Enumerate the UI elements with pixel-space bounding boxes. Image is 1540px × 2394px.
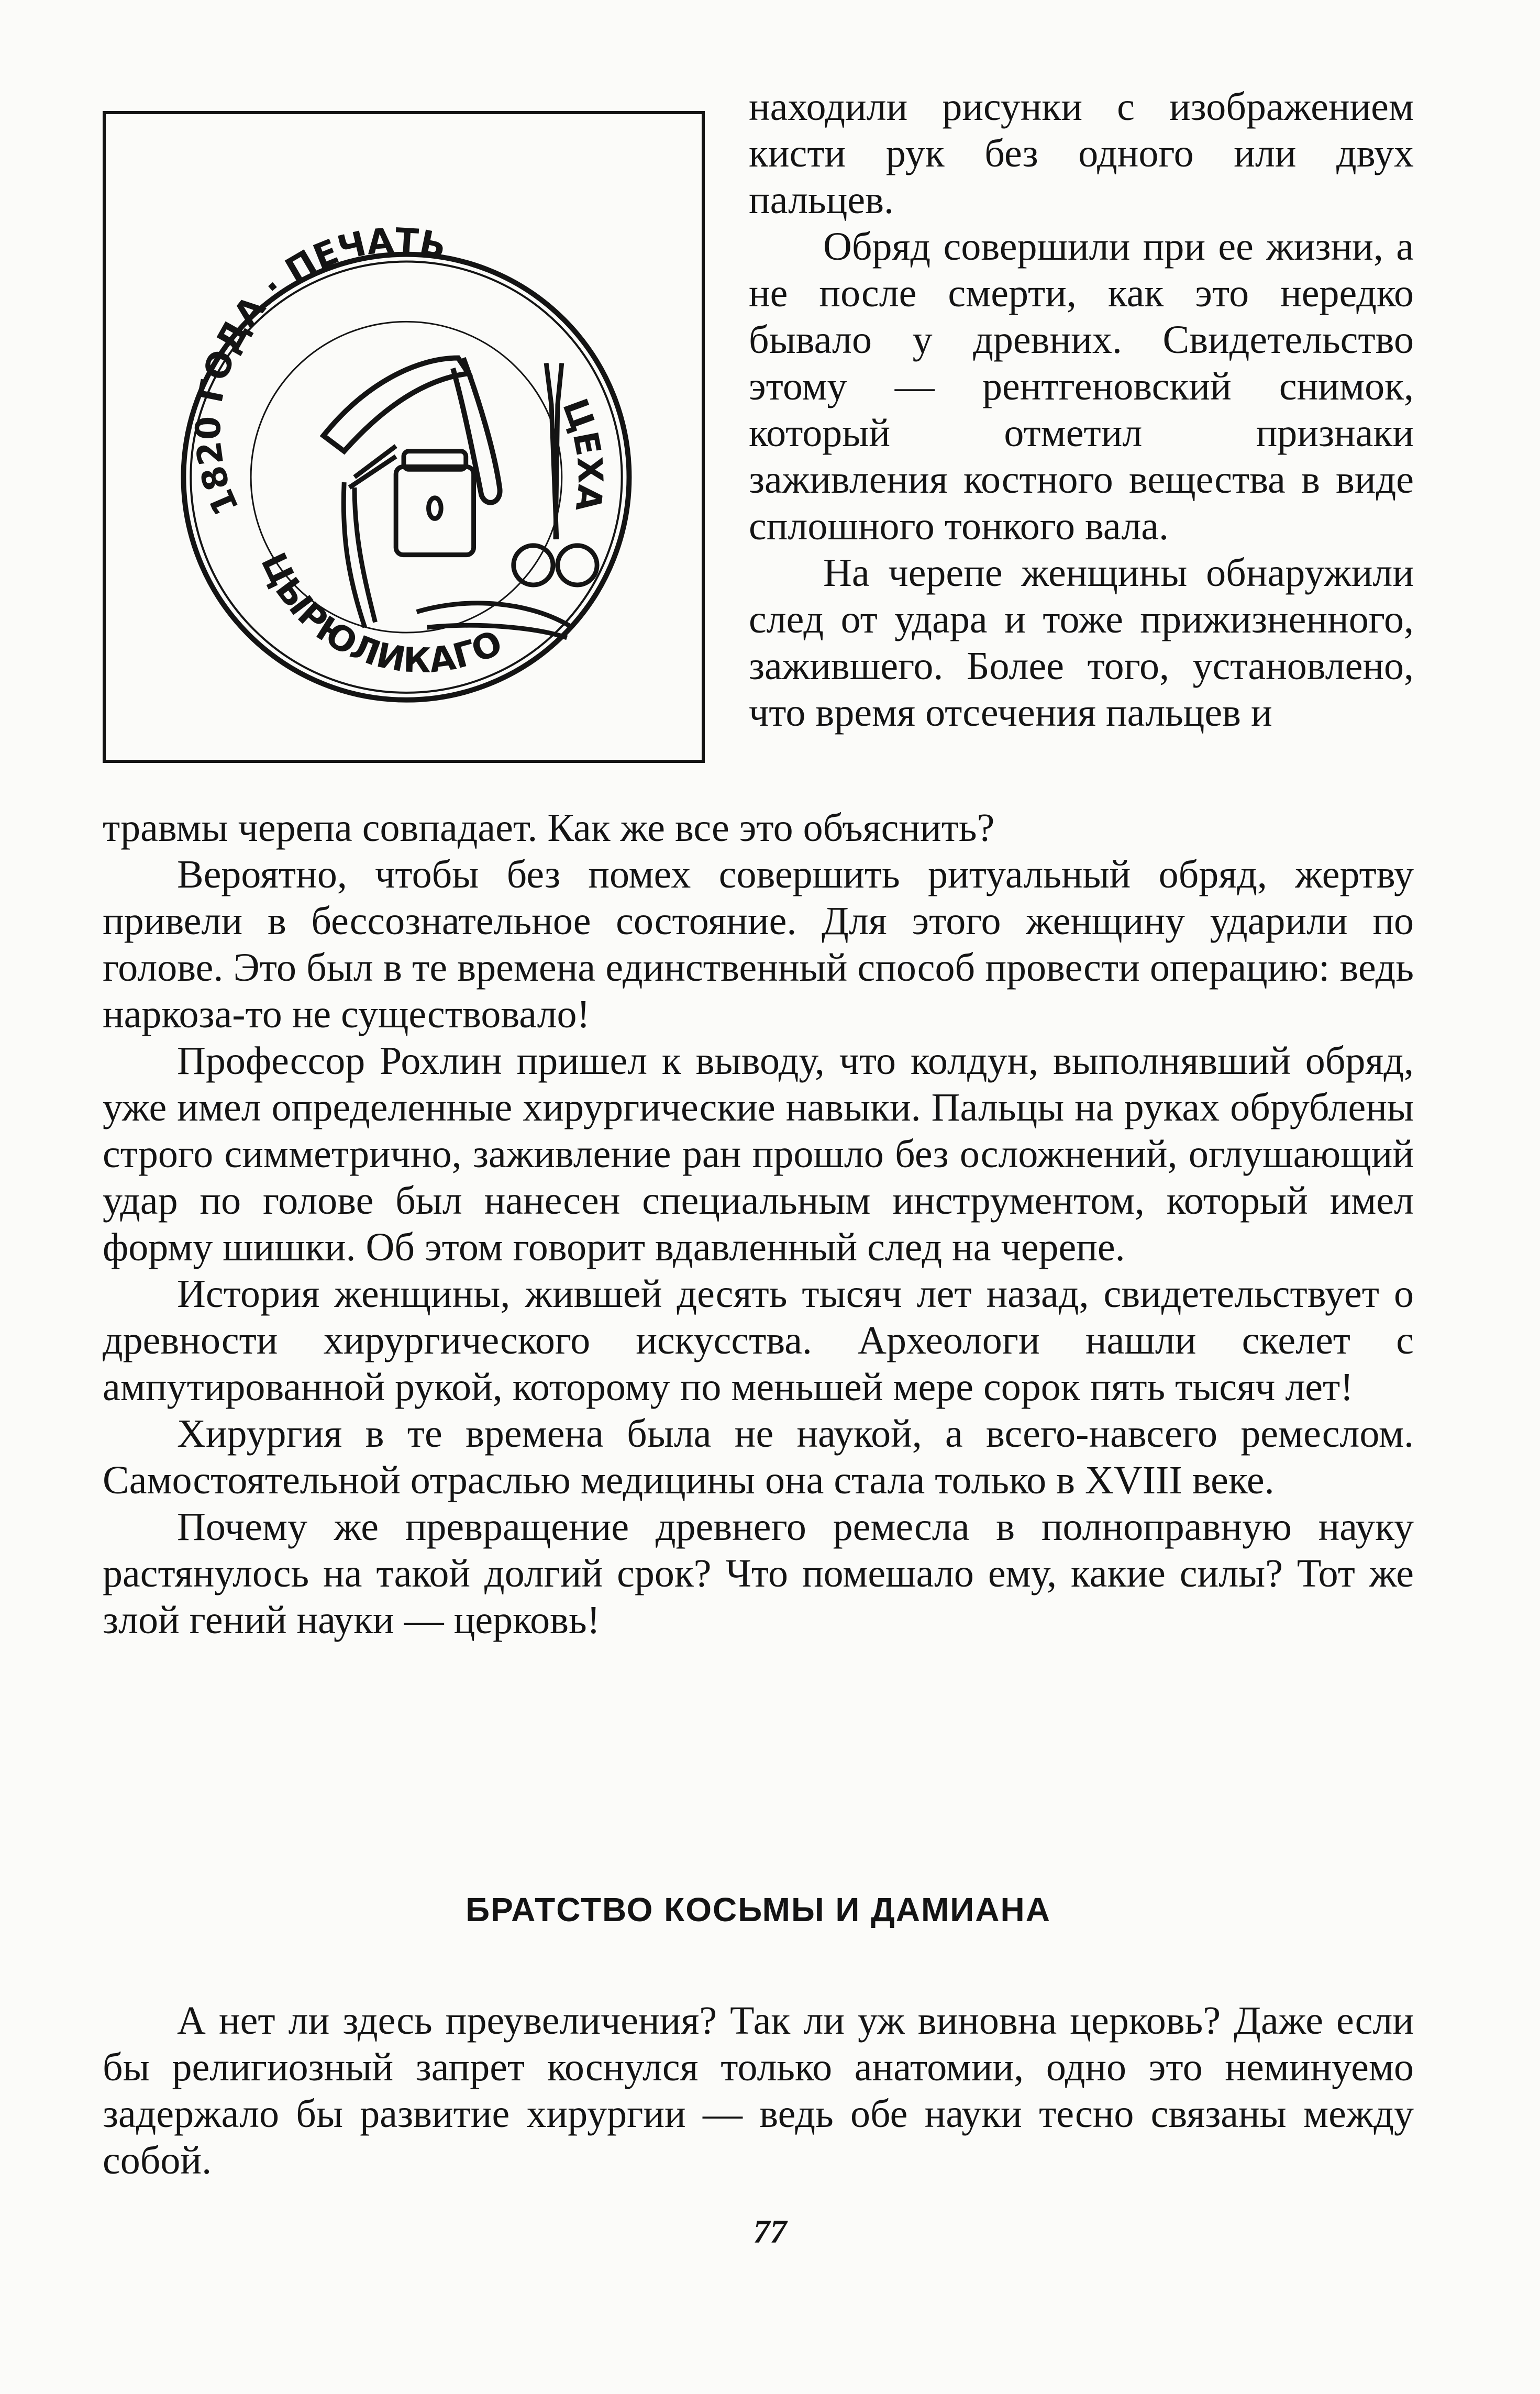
- paragraph: Хирургия в те времена была не наукой, а всего-навсего ремеслом. Самостоятельной отраслью медицины она стала только в XVIII веке.: [103, 1412, 1414, 1502]
- comb-and-tools-icon: [344, 446, 572, 638]
- seal-text-bottom: ЦЫРЮЛИКАГО: [253, 547, 508, 681]
- seal-text-top: 1820 ГОДА · ПЕЧАТЬ: [189, 220, 450, 521]
- paragraph: Обряд совершили при ее жизни, а не после смерти, как это нередко бывало у древних. Свидетельство этому — рентгеновский снимок, который отметил признаки заживления костного вещества в виде сплошного тонкого вала.: [749, 225, 1414, 548]
- paragraph: На черепе женщины обнаружили след от удара и тоже прижизненного, зажившего. Более того, установлено, что время отсечения пальцев и: [749, 551, 1414, 735]
- main-body-text: [103, 805, 1414, 1644]
- seal-text-right: ЦЕХА: [555, 393, 611, 514]
- barber-guild-seal-image: [106, 114, 702, 760]
- page-number: 77: [753, 2213, 787, 2250]
- paragraph: находили рисунки с изображением кисти рук без одного или двух пальцев.: [749, 85, 1414, 222]
- section-heading: БРАТСТВО КОСЬМЫ И ДАМИАНА: [466, 1891, 1051, 1928]
- paragraph: травмы черепа совпадает. Как же все это объяснить?: [103, 806, 995, 850]
- section-body-text: [103, 1998, 1414, 2184]
- paragraph: Почему же превращение древнего ремесла в полноправную науку растянулось на такой долгий срок? Что помешало ему, какие силы? Тот же злой гений науки — церковь!: [103, 1505, 1414, 1642]
- text-beside-figure: [749, 84, 1414, 736]
- paragraph: А нет ли здесь преувеличения? Так ли уж виновна церковь? Даже если бы религиозный запрет коснулся только анатомии, одно это неминуемо задержало бы развитие хирургии — ведь обе науки тесно связаны между собой.: [103, 1999, 1414, 2182]
- seal-illustration-frame: [103, 111, 705, 763]
- paragraph: Профессор Рохлин пришел к выводу, что колдун, выполнявший обряд, уже имел определенные хирургические навыки. Пальцы на руках обрублены строго симметрично, заживление ран прошло без осложнений, оглушающий удар по голове был нанесен специальным инструментом, который имел форму шишки. Об этом говорит вдавленный след на черепе.: [103, 1039, 1414, 1269]
- paragraph: Вероятно, чтобы без помех совершить ритуальный обряд, жертву привели в бессознательное состояние. Для этого женщину ударили по голове. Это был в те времена единственный способ провести операцию: ведь наркоза-то не существовало!: [103, 852, 1414, 1036]
- jar-icon: [396, 451, 473, 555]
- paragraph: История женщины, жившей десять тысяч лет назад, свидетельствует о древности хирургического искусства. Археологи нашли скелет с ампутированной рукой, которому по меньшей мере сорок пять тысяч лет!: [103, 1272, 1414, 1409]
